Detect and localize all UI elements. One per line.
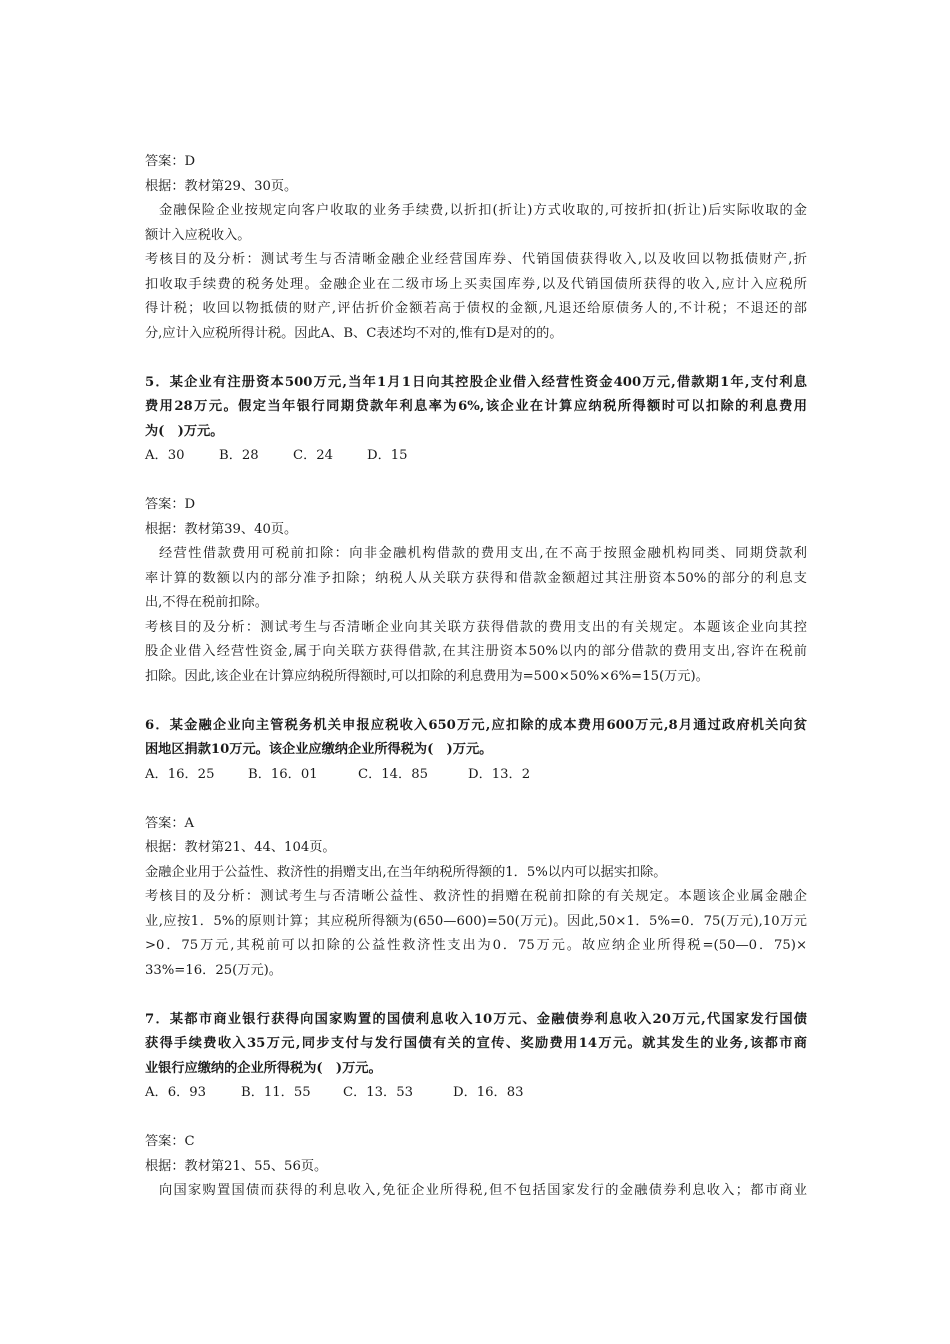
option-b: B．16．01	[248, 766, 318, 782]
answer-line: 答案：C	[145, 1134, 195, 1149]
analysis-line: 考核目的及分析：测试考生与否清晰企业向其关联方获得借款的费用支出的有关规定。本题该企业向其控	[145, 619, 807, 635]
answer-line: 答案：A	[145, 815, 195, 831]
option-a: A．16．25	[145, 766, 215, 782]
question-5-line: 费用28万元。假定当年银行同期贷款年利息率为6%,该企业在计算应纳税所得额时可以扣除的利息费用	[145, 399, 807, 414]
question-5-options	[145, 444, 807, 469]
analysis-line: 业,应按1．5%的原则计算；其应税所得额为(650—600)=50(万元)。因此,50×1．5%=0．75(万元),10万元	[145, 913, 807, 929]
option-c: C．24	[293, 448, 334, 463]
option-d: D．16．83	[453, 1085, 524, 1100]
explanation-line: 金融保险企业按规定向客户收取的业务手续费,以折扣(折让)方式收取的,可按折扣(折让)后实际收取的金	[159, 203, 807, 218]
paragraph-gap	[145, 1106, 807, 1131]
question-7-options	[145, 1081, 807, 1106]
paragraph-gap	[145, 983, 807, 1008]
explanation-line: 金融企业用于公益性、救济性的捐赠支出,在当年纳税所得额的1．5%以内可以据实扣除。	[145, 864, 667, 880]
question-6-line: 困地区捐款10万元。该企业应缴纳企业所得税为( )万元。	[145, 742, 493, 757]
analysis-line: 分,应计入应税所得计税。因此A、B、C表述均不对的,惟有D是对的的。	[145, 325, 563, 341]
paragraph-gap	[145, 787, 807, 812]
analysis-line: 考核目的及分析：测试考生与否清晰金融企业经营国库券、代销国债获得收入,以及收回以物抵债财产,折	[145, 252, 807, 267]
option-a: A．6．93	[145, 1085, 207, 1100]
analysis-line: 扣除。因此,该企业在计算应纳税所得额时,可以扣除的利息费用为=500×50%×6%=15(万元)。	[145, 668, 709, 684]
option-c: C．14．85	[358, 766, 429, 782]
question-6-line: 6．某金融企业向主管税务机关申报应税收入650万元,应扣除的成本费用600万元,8月通过政府机关向贫	[145, 717, 807, 733]
question-5-line: 为( )万元。	[145, 423, 224, 439]
option-a: A．30	[145, 448, 185, 463]
option-d: D．15	[367, 448, 408, 463]
analysis-line: >0．75万元,其税前可以扣除的公益性救济性支出为0．75万元。故应纳企业所得税=(50—0．75)×	[145, 938, 807, 953]
option-b: B．28	[219, 448, 259, 463]
question-7-line: 获得手续费收入35万元,同步支付与发行国债有关的宣传、奖励费用14万元。就其发生的业务,该都市商	[145, 1036, 807, 1051]
basis-line: 根据：教材第21、55、56页。	[145, 1158, 328, 1174]
analysis-line: 股企业借入经营性资金,属于向关联方获得借款,在其注册资本50%以内的部分借款的费用支出,容许在税前	[145, 644, 807, 659]
question-6-options	[145, 763, 807, 788]
paragraph-gap	[145, 346, 807, 371]
question-5-line: 5．某企业有注册资本500万元,当年1月1日向其控股企业借入经营性资金400万元,借款期1年,支付利息	[145, 374, 807, 390]
option-d: D．13．2	[468, 766, 531, 782]
explanation-line: 额计入应税收入。	[145, 227, 251, 243]
paragraph-gap	[145, 689, 807, 714]
analysis-line: 33%=16．25(万元)。	[145, 962, 282, 978]
paragraph-gap	[145, 469, 807, 494]
answer-line: 答案：D	[145, 497, 196, 512]
explanation-line: 率计算的数额以内的部分准予扣除；纳税人从关联方获得和借款金额超过其注册资本50%的部分的利息支	[145, 570, 807, 586]
answer-line: 答案：D	[145, 154, 196, 169]
explanation-line: 经营性借款费用可税前扣除：向非金融机构借款的费用支出,在不高于按照金融机构同类、同期贷款利	[159, 546, 807, 561]
explanation-line: 出,不得在税前扣除。	[145, 595, 268, 610]
question-7-line: 业银行应缴纳的企业所得税为( )万元。	[145, 1060, 382, 1076]
option-b: B．11．55	[241, 1085, 311, 1100]
document-page	[145, 150, 807, 1204]
analysis-line: 扣收取手续费的税务处理。金融企业在二级市场上买卖国库券,以及代销国债所获得的收入,应计入应税所	[145, 276, 807, 292]
explanation-line: 向国家购置国债而获得的利息收入,免征企业所得税,但不包括国家发行的金融债券利息收入；都市商业	[159, 1183, 807, 1198]
basis-line: 根据：教材第29、30页。	[145, 178, 298, 194]
question-7-line: 7．某都市商业银行获得向国家购置的国债利息收入10万元、金融债券利息收入20万元,代国家发行国债	[145, 1011, 807, 1027]
analysis-line: 考核目的及分析：测试考生与否清晰公益性、救济性的捐赠在税前扣除的有关规定。本题该企业属金融企	[145, 889, 807, 904]
option-c: C．13．53	[343, 1085, 414, 1100]
basis-line: 根据：教材第39、40页。	[145, 521, 298, 537]
analysis-line: 得计税；收回以物抵债的财产,评估折价金额若高于债权的金额,凡退还给原债务人的,不计税；不退还的部	[145, 301, 807, 316]
basis-line: 根据：教材第21、44、104页。	[145, 840, 336, 855]
